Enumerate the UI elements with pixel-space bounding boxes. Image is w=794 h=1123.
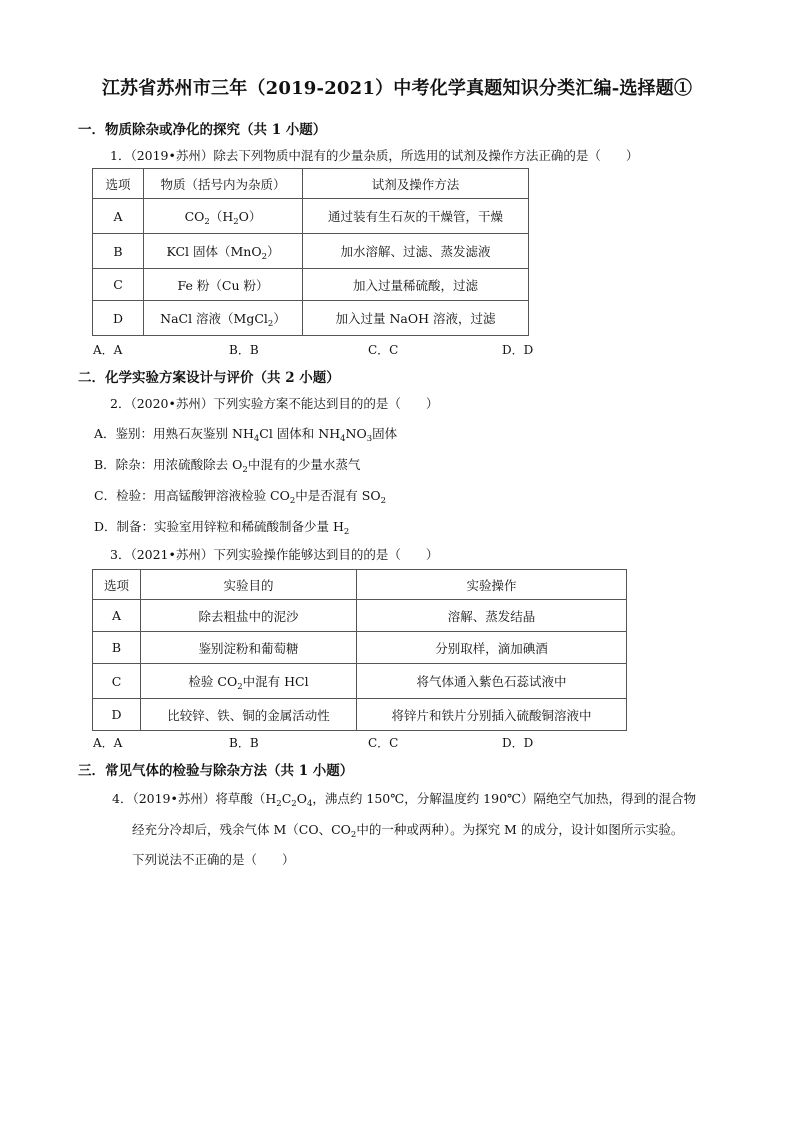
substance-cell: Fe 粉（Cu 粉） — [144, 269, 303, 301]
answer-choice: D．D — [502, 736, 534, 750]
method-cell: 加水溶解、过滤、蒸发滤液 — [303, 234, 529, 269]
table-header-cell: 选项 — [93, 169, 144, 199]
option-cell: D — [93, 699, 141, 731]
table-row — [93, 199, 529, 234]
question-4-line-2: 经充分冷却后，残余气体 M（CO、$CO_2$中的一种或两种）。为探究 M 的成分，设计如图所示实验。 — [132, 822, 684, 840]
section-heading-2: 二．化学实验方案设计与评价（共 2 小题） — [78, 370, 340, 386]
option-cell: A — [93, 600, 141, 632]
option-cell: C — [93, 269, 144, 301]
table-header-cell: 实验操作 — [357, 570, 627, 600]
question-3-table — [92, 569, 627, 731]
question-3-stem: 3．（2021•苏州）下列实验操作能够达到目的的是（ ） — [110, 547, 439, 562]
option-cell: A — [93, 199, 144, 234]
question-4-line-1: 4．（2019•苏州）将草酸（$H_2C_2O_4$，沸点约 150℃，分解温度约 190℃）隔绝空气加热，得到的混合物 — [112, 791, 697, 809]
operation-cell: 将锌片和铁片分别插入硫酸铜溶液中 — [357, 699, 627, 731]
page-title: 江苏省苏州市三年（2019-2021）中考化学真题知识分类汇编-选择题① — [101, 78, 693, 99]
table-row — [93, 699, 627, 731]
table-header-cell: 实验目的 — [141, 570, 357, 600]
substance-cell: NaCl 溶液（MgCl$_2$） — [144, 301, 303, 336]
answer-choice: B．B — [229, 343, 259, 357]
question-2-stem: 2．（2020•苏州）下列实验方案不能达到目的的是（ ） — [110, 396, 439, 411]
operation-cell: 溶解、蒸发结晶 — [357, 600, 627, 632]
table-row — [93, 269, 529, 301]
answer-choice: C．C — [368, 343, 399, 357]
option-cell: B — [93, 632, 141, 664]
answer-choice: C．C — [368, 736, 399, 750]
table-header-cell: 物质（括号内为杂质） — [144, 169, 303, 199]
method-cell: 加入过量 NaOH 溶液，过滤 — [303, 301, 529, 336]
question-2-option-c: C．检验：用高锰酸钾溶液检验 $CO_2$中是否混有 $SO_2$ — [94, 488, 386, 506]
option-cell: D — [93, 301, 144, 336]
table-row — [93, 632, 627, 664]
answer-choice: B．B — [229, 736, 259, 750]
answer-choice: A．A — [93, 736, 123, 750]
purpose-cell: 鉴别淀粉和葡萄糖 — [141, 632, 357, 664]
purpose-cell: 比较锌、铁、铜的金属活动性 — [141, 699, 357, 731]
answer-choice: A．A — [93, 343, 123, 357]
table-row — [93, 234, 529, 269]
table-row — [93, 301, 529, 336]
operation-cell: 将气体通入紫色石蕊试液中 — [357, 664, 627, 699]
table-row — [93, 664, 627, 699]
question-2-option-b: B．除杂：用浓硫酸除去 $O_2$中混有的少量水蒸气 — [94, 457, 361, 475]
question-4-line-3: 下列说法不正确的是（ ） — [132, 852, 295, 867]
substance-cell: KCl 固体（MnO$_2$） — [144, 234, 303, 269]
purpose-cell: 检验 $CO_2$中混有 HCl — [141, 664, 357, 699]
table-row — [93, 600, 627, 632]
answer-choice: D．D — [502, 343, 534, 357]
question-1-stem: 1．（2019•苏州）除去下列物质中混有的少量杂质，所选用的试剂及操作方法正确的是（ ） — [110, 148, 639, 163]
question-2-option-d: D．制备：实验室用锌粒和稀硫酸制备少量 $H_2$ — [94, 519, 350, 537]
table-header-cell: 选项 — [93, 570, 141, 600]
option-cell: C — [93, 664, 141, 699]
operation-cell: 分别取样，滴加碘酒 — [357, 632, 627, 664]
section-heading-3: 三．常见气体的检验与除杂方法（共 1 小题） — [78, 763, 354, 779]
question-1-table — [92, 168, 529, 336]
question-2-option-a: A．鉴别：用熟石灰鉴别 $NH_4Cl$ 固体和 $NH_4NO_3$固体 — [94, 426, 398, 444]
purpose-cell: 除去粗盐中的泥沙 — [141, 600, 357, 632]
substance-cell: $CO_2(H_2O)$ — [144, 199, 303, 234]
method-cell: 加入过量稀硫酸，过滤 — [303, 269, 529, 301]
table-header-cell: 试剂及操作方法 — [303, 169, 529, 199]
method-cell: 通过装有生石灰的干燥管，干燥 — [303, 199, 529, 234]
option-cell: B — [93, 234, 144, 269]
section-heading-1: 一．物质除杂或净化的探究（共 1 小题） — [78, 122, 327, 138]
